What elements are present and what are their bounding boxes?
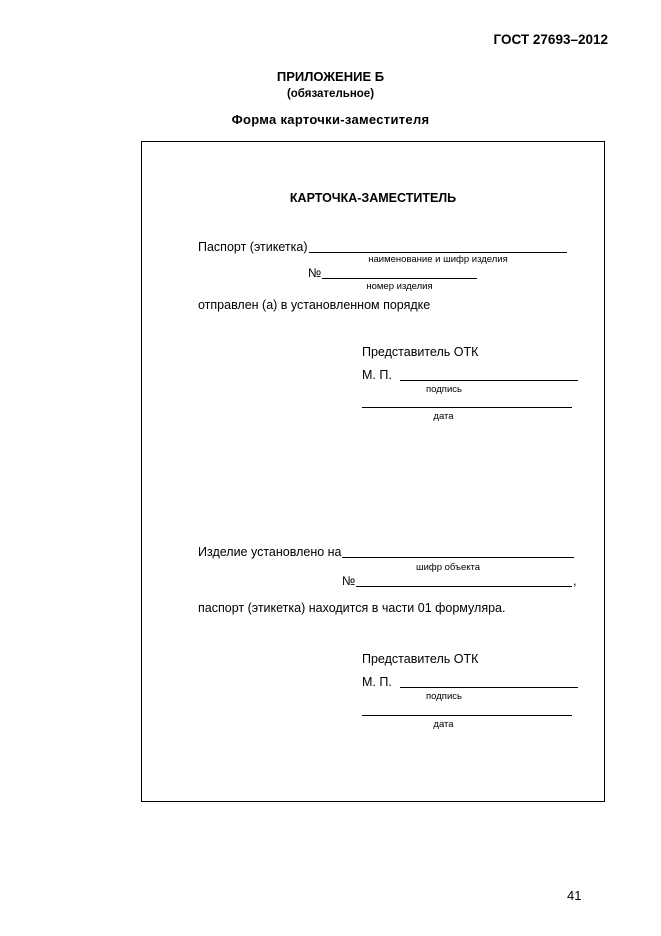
otk-representative-label: Представитель ОТК <box>362 345 479 359</box>
signature-hint-2: подпись <box>426 691 462 702</box>
object-code-line[interactable] <box>342 557 574 558</box>
date-hint: дата <box>433 411 454 422</box>
substitute-card-form <box>141 141 605 802</box>
object-number-label: № <box>342 574 356 588</box>
stamp-label: М. П. <box>362 368 392 382</box>
page-number: 41 <box>567 888 582 903</box>
installed-on-label: Изделие установлено на <box>198 545 342 559</box>
signature-hint: подпись <box>426 384 462 395</box>
passport-name-hint: наименование и шифр изделия <box>368 254 508 265</box>
passport-location-statement: паспорт (этикетка) находится в части 01 формуляра. <box>198 601 506 615</box>
object-number-comma: , <box>573 574 577 588</box>
date-line-2[interactable] <box>362 715 572 716</box>
signature-line[interactable] <box>400 380 578 381</box>
date-hint-2: дата <box>433 719 454 730</box>
item-number-line[interactable] <box>322 278 477 279</box>
signature-line-2[interactable] <box>400 687 578 688</box>
passport-label: Паспорт (этикетка) <box>198 240 308 254</box>
passport-name-line[interactable] <box>309 252 567 253</box>
date-line[interactable] <box>362 407 572 408</box>
otk-representative-label-2: Представитель ОТК <box>362 652 479 666</box>
card-title: КАРТОЧКА-ЗАМЕСТИТЕЛЬ <box>289 191 457 205</box>
standard-designation: ГОСТ 27693–2012 <box>493 32 608 47</box>
item-number-hint: номер изделия <box>366 281 433 292</box>
form-title: Форма карточки-заместителя <box>231 112 430 127</box>
object-code-hint: шифр объекта <box>415 562 481 573</box>
annex-title: ПРИЛОЖЕНИЕ Б <box>276 69 385 84</box>
number-label: № <box>308 266 322 280</box>
object-number-line[interactable] <box>356 586 572 587</box>
sent-statement: отправлен (а) в установленном порядке <box>198 298 431 312</box>
stamp-label-2: М. П. <box>362 675 392 689</box>
annex-status: (обязательное) <box>286 88 375 100</box>
